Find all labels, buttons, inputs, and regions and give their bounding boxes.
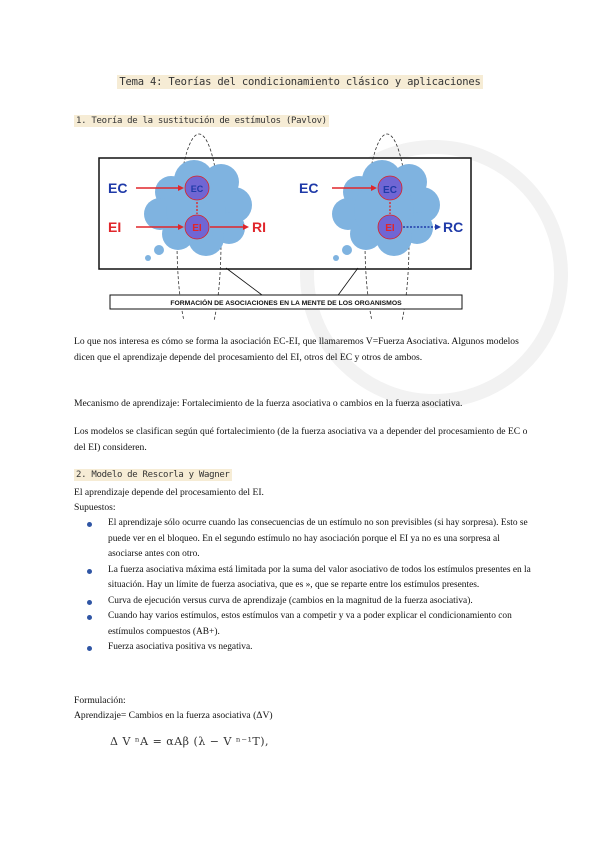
formulacion-label: Formulación: xyxy=(74,695,126,706)
caption-pointer-right xyxy=(336,268,358,298)
bullet-icon xyxy=(87,522,92,527)
section-2-intro: El aprendizaje depende del procesamiento del EI. xyxy=(74,487,264,498)
list-item: Fuerza asociativa positiva vs negativa. xyxy=(74,640,534,656)
pavlov-diagram xyxy=(96,130,476,320)
paragraph-2: Mecanismo de aprendizaje: Fortalecimiento de la fuerza asociativa o cambios en la fuerza asociativa. xyxy=(74,398,463,409)
bullet-icon xyxy=(87,646,92,651)
section-1-heading: 1. Teoría de la sustitución de estímulos (Pavlov) xyxy=(76,116,327,126)
right-ec-label: EC xyxy=(299,180,319,196)
diagram-caption: FORMACIÓN DE ASOCIACIONES EN LA MENTE DE LOS ORGANISMOS xyxy=(170,300,402,307)
left-ec-label: EC xyxy=(108,180,128,196)
right-ei-inner-label: EI xyxy=(385,223,395,234)
list-item: El aprendizaje sólo ocurre cuando las consecuencias de un estímulo no son previsibles (si hay sorpresa). Esto se puede ver en el bloqueo. En el segundo estímulo no hay asociación porque el EI ya no es una sorpresa al asociarse antes con otro. xyxy=(74,516,534,563)
left-ei-inner-label: EI xyxy=(192,223,202,234)
left-ec-inner-label: EC xyxy=(190,184,204,194)
bullet-icon xyxy=(87,569,92,574)
right-ec-inner-label: EC xyxy=(383,185,397,196)
paragraph-1: Lo que nos interesa es cómo se forma la asociación EC-EI, que llamaremos V=Fuerza Asociativa. Algunos modelos dicen que el aprendizaje depende del procesamiento del EI, otros del EC y otros de ambos. xyxy=(74,336,519,363)
list-item: Cuando hay varios estímulos, estos estímulos van a competir y va a poder explicar el condicionamiento con estímulos compuestos (AB+). xyxy=(74,609,534,640)
bullet-icon xyxy=(87,600,92,605)
section-2-heading: 2. Modelo de Rescorla y Wagner xyxy=(76,470,230,480)
bullet-icon xyxy=(87,615,92,620)
rescorla-wagner-formula: Δ V ⁿA = αAβ (λ − V ⁿ⁻¹T), xyxy=(110,735,270,748)
caption-pointer-left xyxy=(226,268,266,298)
page-title: Tema 4: Teorías del condicionamiento clásico y aplicaciones xyxy=(119,76,481,88)
list-item: La fuerza asociativa máxima está limitada por la suma del valor asociativo de todos los estímulos presentes en la situación. Hay un límite de fuerza asociativa, que es », que se reparte entre los estímulos presentes. xyxy=(74,563,534,594)
supuestos-label: Supuestos: xyxy=(74,502,116,513)
aprendizaje-line: Aprendizaje= Cambios en la fuerza asociativa (ΔV) xyxy=(74,710,273,721)
paragraph-3: Los modelos se clasifican según qué fortalecimiento (de la fuerza asociativa va a depender del procesamiento de EC o del EI) consideren. xyxy=(74,426,528,453)
list-item: Curva de ejecución versus curva de aprendizaje (cambios en la magnitud de la fuerza asociativa). xyxy=(74,594,534,610)
left-ei-label: EI xyxy=(108,219,122,235)
left-ri-label: RI xyxy=(252,219,266,235)
right-rc-label: RC xyxy=(443,219,464,235)
supuestos-list xyxy=(74,516,534,656)
